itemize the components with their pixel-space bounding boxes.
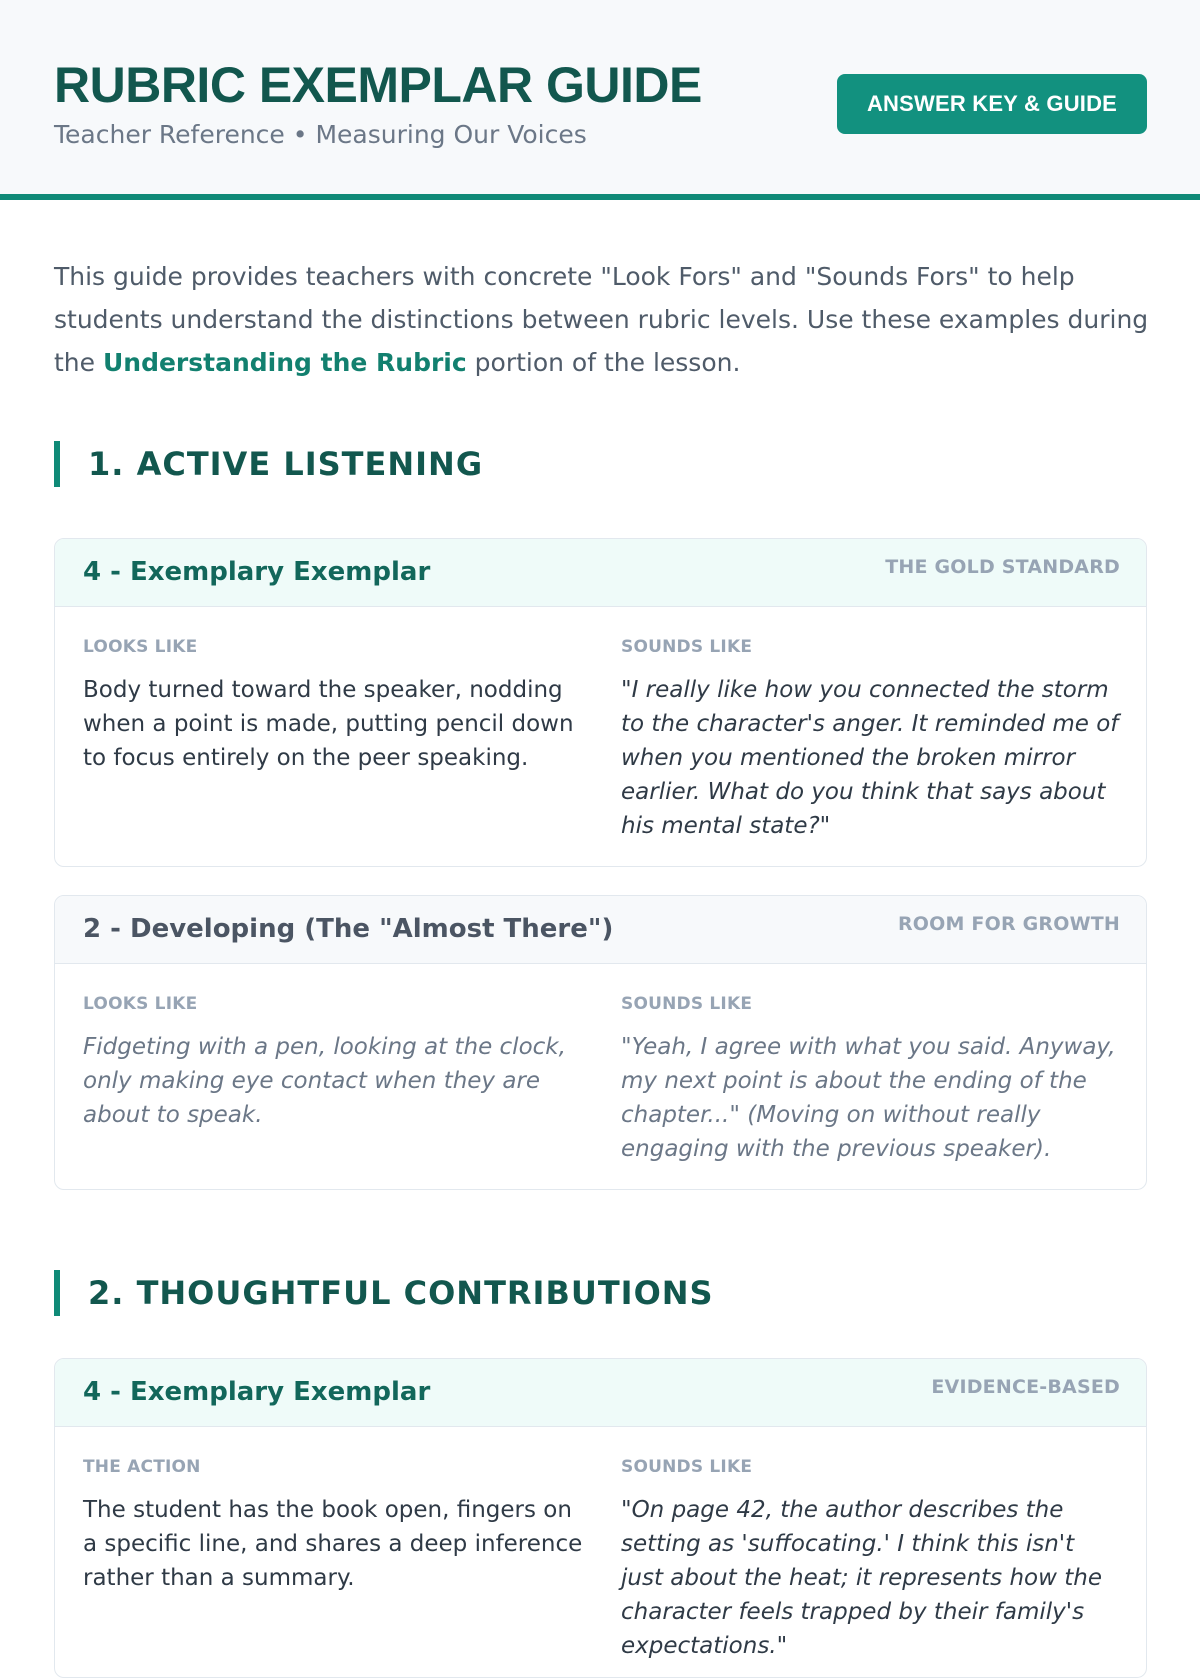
understanding-rubric-link[interactable]: Understanding the Rubric xyxy=(102,348,467,377)
intro-paragraph xyxy=(54,255,1154,384)
section-heading-active-listening: 1. ACTIVE LISTENING xyxy=(54,441,1054,487)
sounds-like-label: SOUNDS LIKE xyxy=(621,1457,753,1477)
page-header xyxy=(0,0,1200,200)
action-column xyxy=(83,1457,583,1595)
exemplar-card-listening-4 xyxy=(54,538,1147,867)
looks-like-label: LOOKS LIKE xyxy=(83,637,198,657)
card-tag: EVIDENCE-BASED xyxy=(931,1376,1120,1398)
sounds-like-label: SOUNDS LIKE xyxy=(621,637,753,657)
card-header xyxy=(55,1359,1146,1427)
looks-like-column xyxy=(83,994,583,1132)
exemplar-card-contributions-4 xyxy=(54,1358,1147,1678)
sounds-like-label: SOUNDS LIKE xyxy=(621,994,753,1014)
card-title: 4 - Exemplary Exemplar xyxy=(83,557,431,587)
sounds-like-quote: "I really like how you connected the storm to the character's anger. It reminded me of when you mentioned the broken mirror earlier. What do you think that says about his mental state?" xyxy=(621,677,1119,839)
looks-like-column xyxy=(83,637,583,775)
action-label: THE ACTION xyxy=(83,1457,201,1477)
section-heading-thoughtful-contributions: 2. THOUGHTFUL CONTRIBUTIONS xyxy=(54,1270,1054,1316)
exemplar-card-listening-2 xyxy=(54,895,1147,1190)
answer-key-badge: ANSWER KEY & GUIDE xyxy=(837,74,1147,134)
sounds-like-column xyxy=(621,994,1121,1166)
looks-like-label: LOOKS LIKE xyxy=(83,994,198,1014)
sounds-like-quote: "Yeah, I agree with what you said. Anyway, my next point is about the ending of the chapter..." (Moving on without really engaging with the previous speaker). xyxy=(621,1034,1116,1162)
card-header xyxy=(55,539,1146,607)
intro-text-after: portion of the lesson. xyxy=(466,348,741,377)
sounds-like-column xyxy=(621,1457,1121,1663)
card-title: 2 - Developing (The "Almost There") xyxy=(83,914,614,944)
intro-text-before: This guide provides teachers with concrete "Look Fors" and "Sounds Fors" to help students understand the distinctions between rubric levels. Use these examples during the xyxy=(54,262,1149,377)
card-header xyxy=(55,896,1146,964)
card-title: 4 - Exemplary Exemplar xyxy=(83,1377,431,1407)
looks-like-text: Body turned toward the speaker, nodding when a point is made, putting pencil down to focus entirely on the peer speaking. xyxy=(83,677,574,771)
sounds-like-column xyxy=(621,637,1121,843)
page-title: RUBRIC EXEMPLAR GUIDE xyxy=(54,57,702,113)
looks-like-text: Fidgeting with a pen, looking at the clock, only making eye contact when they are about to speak. xyxy=(83,1034,566,1128)
page-subtitle: Teacher Reference • Measuring Our Voices xyxy=(54,120,587,149)
card-tag: THE GOLD STANDARD xyxy=(885,556,1120,578)
action-text: The student has the book open, fingers on a specific line, and shares a deep inference rather than a summary. xyxy=(83,1497,583,1591)
card-tag: ROOM FOR GROWTH xyxy=(897,913,1120,935)
sounds-like-quote: "On page 42, the author describes the setting as 'suffocating.' I think this isn't just about the heat; it represents how the character feels trapped by their family's expectations." xyxy=(621,1497,1102,1659)
